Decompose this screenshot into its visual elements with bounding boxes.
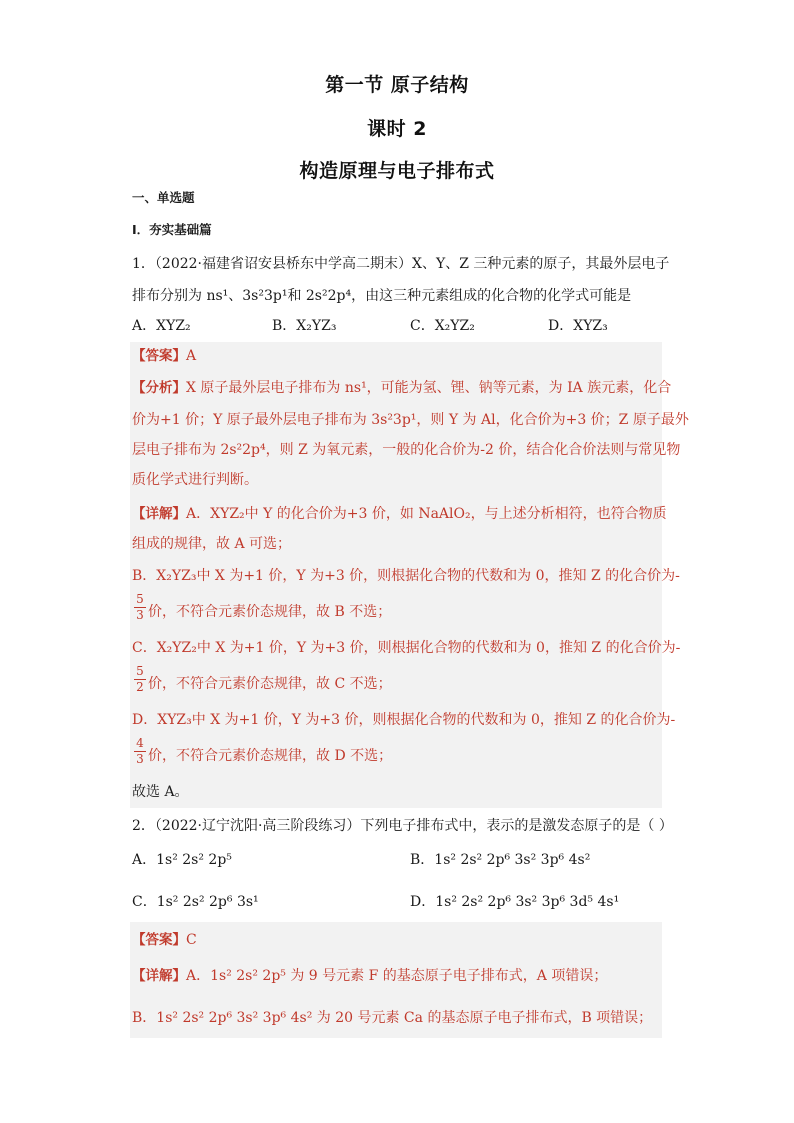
lesson-title: 构造原理与电子排布式 xyxy=(299,160,495,182)
q1-detail-b: B．X₂YZ₃中 X 为+1 价，Y 为+3 价，则根据化合物的代数和为 0，推知 Z 的化合价为- xyxy=(132,568,680,584)
q2-detail-tag: 【详解】 xyxy=(132,968,186,984)
q1-option-b: B．X₂YZ₃ xyxy=(272,318,337,334)
q1-analysis-line1: 【分析】X 原子最外层电子排布为 ns¹，可能为氢、锂、钠等元素，为 IA 族元素，化合 xyxy=(132,380,672,396)
chapter-title: 第一节 原子结构 xyxy=(325,74,469,96)
q1-detail-a-line1: 【详解】A．XYZ₂中 Y 的化合价为+3 价，如 NaAlO₂，与上述分析相符，也符合物质 xyxy=(132,506,667,522)
q1-stem-line1: 1．（2022·福建省诏安县桥东中学高二期末）X、Y、Z 三种元素的原子，其最外层电子 xyxy=(132,256,670,272)
q1-analysis-line3: 层电子排布为 2s²2p⁴，则 Z 为氧元素，一般的化合价为-2 价，结合化合价法则与常见物 xyxy=(132,442,681,458)
q2-detail-b: B．1s² 2s² 2p⁶ 3s² 3p⁶ 4s² 为 20 号元素 Ca 的基态原子电子排布式，B 项错误； xyxy=(132,1010,653,1026)
q2-option-c: C．1s² 2s² 2p⁶ 3s¹ xyxy=(132,894,259,910)
q1-option-d: D．XYZ₃ xyxy=(548,318,608,334)
q1-option-a: A．XYZ₂ xyxy=(132,318,191,334)
q1-stem-line2: 排布分别为 ns¹、3s²3p¹和 2s²2p⁴，由这三种元素组成的化合物的化学式可能是 xyxy=(132,288,632,304)
q1-answer xyxy=(132,346,196,366)
q1-detail-d-fraction: 4 3 xyxy=(134,737,146,766)
q1-option-c: C．X₂YZ₂ xyxy=(410,318,475,334)
q1-detail-c-tail: 价，不符合元素价态规律，故 C 不选； xyxy=(148,676,392,692)
q2-option-d: D．1s² 2s² 2p⁶ 3s² 3p⁶ 3d⁵ 4s¹ xyxy=(410,894,620,910)
q2-stem: 2．（2022·辽宁沈阳·高三阶段练习）下列电子排布式中，表示的是激发态原子的是（ ） xyxy=(132,818,673,834)
q2-answer xyxy=(132,930,197,950)
q1-conclusion: 故选 A。 xyxy=(132,784,189,800)
q1-answer-value: A xyxy=(186,348,197,364)
q1-detail-a-line2: 组成的规律，故 A 可选； xyxy=(132,536,292,552)
q2-answer-tag: 【答案】 xyxy=(132,932,186,948)
q2-answer-value: C xyxy=(186,932,197,948)
q1-answer-tag: 【答案】 xyxy=(132,348,186,364)
q1-detail-tag: 【详解】 xyxy=(132,506,186,522)
q1-analysis-line4: 质化学式进行判断。 xyxy=(132,472,258,488)
q2-detail-a: 【详解】A．1s² 2s² 2p⁵ 为 9 号元素 F 的基态原子电子排布式，A 项错误； xyxy=(132,968,608,984)
q2-option-b: B．1s² 2s² 2p⁶ 3s² 3p⁶ 4s² xyxy=(410,852,591,868)
lesson-number: 课时 2 xyxy=(367,118,427,140)
q1-analysis-line2: 价为+1 价；Y 原子最外层电子排布为 3s²3p¹，则 Y 为 Al，化合价为+3 价；Z 原子最外 xyxy=(132,412,689,428)
q1-detail-c: C．X₂YZ₂中 X 为+1 价，Y 为+3 价，则根据化合物的代数和为 0，推知 Z 的化合价为- xyxy=(132,640,681,656)
q1-detail-d: D．XYZ₃中 X 为+1 价，Y 为+3 价，则根据化合物的代数和为 0，推知 Z 的化合价为- xyxy=(132,712,676,728)
q1-analysis-tag: 【分析】 xyxy=(132,380,186,396)
q2-option-a: A．1s² 2s² 2p⁵ xyxy=(132,852,232,868)
q1-detail-c-fraction: 5 2 xyxy=(134,665,146,694)
q1-detail-b-fraction: 5 3 xyxy=(134,593,146,622)
q1-detail-b-tail: 价，不符合元素价态规律，故 B 不选； xyxy=(148,604,392,620)
q1-detail-d-tail: 价，不符合元素价态规律，故 D 不选； xyxy=(148,748,393,764)
subsection-heading: Ⅰ．夯实基础篇 xyxy=(132,222,212,237)
section-heading: 一、单选题 xyxy=(132,190,195,205)
